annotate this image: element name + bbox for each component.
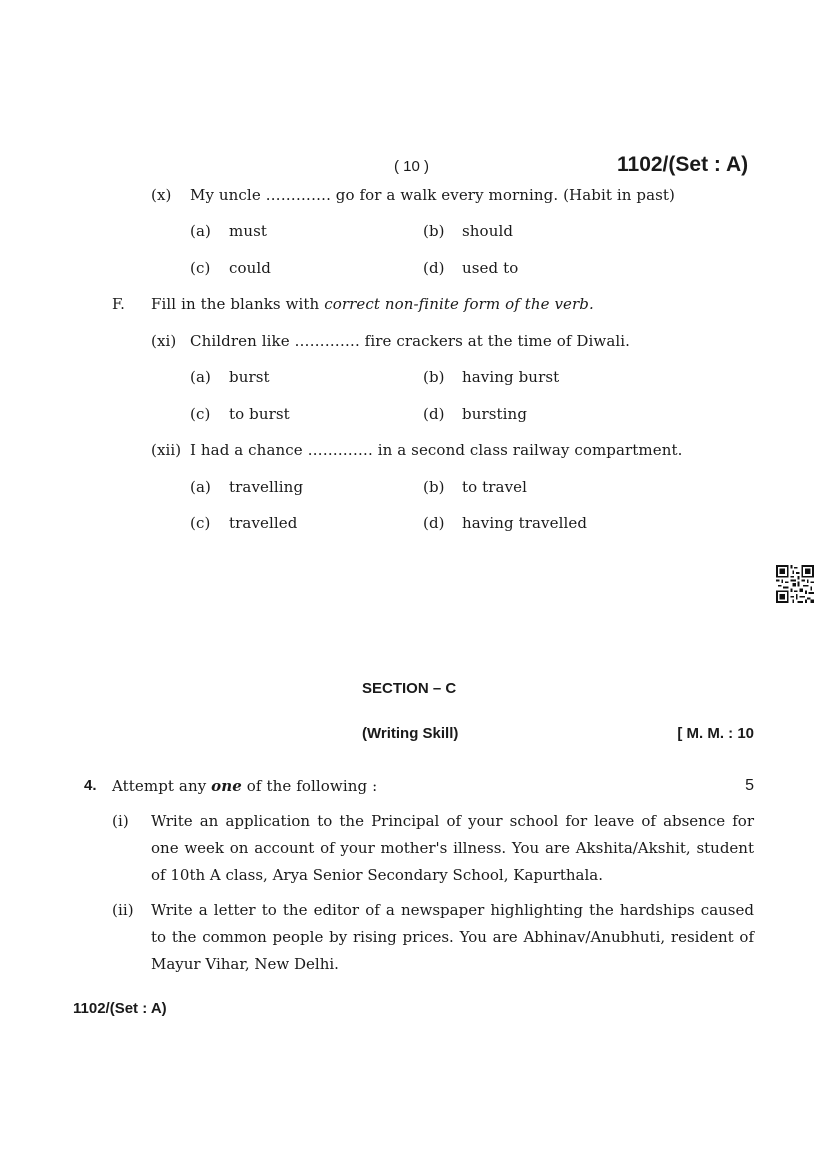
option-text: bursting xyxy=(462,405,528,423)
option-label: (c) xyxy=(190,514,211,532)
section-title: SECTION – C xyxy=(362,680,457,697)
question-number: (xii) xyxy=(151,441,182,459)
option-text: having travelled xyxy=(462,514,588,532)
option-label: (c) xyxy=(190,259,211,277)
option-text: travelled xyxy=(229,514,298,532)
question-number: (x) xyxy=(151,186,172,204)
option-label: (a) xyxy=(190,478,211,496)
option-label: (a) xyxy=(190,222,211,240)
item-label: (ii) xyxy=(112,901,134,919)
option-text: travelling xyxy=(229,478,304,496)
question-text: I had a chance …………. in a second class railway compartment. xyxy=(190,441,683,459)
qr-code-icon xyxy=(776,565,814,603)
option-label: (a) xyxy=(190,368,211,386)
option-label: (c) xyxy=(190,405,211,423)
option-label: (b) xyxy=(423,222,445,240)
max-marks: [ M. M. : 10 xyxy=(677,725,754,742)
option-label: (b) xyxy=(423,478,445,496)
option-text: must xyxy=(229,222,268,240)
option-text: to travel xyxy=(462,478,528,496)
question-text: Children like …………. fire crackers at the time of Diwali. xyxy=(190,332,631,350)
question-text: My uncle …………. go for a walk every morning. (Habit in past) xyxy=(190,186,676,204)
option-text: to burst xyxy=(229,405,290,423)
option-label: (d) xyxy=(423,514,445,532)
question-marks: 5 xyxy=(745,777,754,794)
question-text xyxy=(112,777,377,795)
option-text: burst xyxy=(229,368,270,386)
question-text-after: of the following : xyxy=(241,777,378,795)
question-text-emphasis: one xyxy=(211,777,242,795)
question-number: (xi) xyxy=(151,332,177,350)
instruction-plain: Fill in the blanks with xyxy=(151,295,325,313)
option-text: used to xyxy=(462,259,519,277)
instruction-italic: correct non-finite form of the verb. xyxy=(324,295,594,313)
option-text: should xyxy=(462,222,514,240)
item-label: (i) xyxy=(112,812,129,830)
option-label: (b) xyxy=(423,368,445,386)
option-label: (d) xyxy=(423,259,445,277)
section-subtitle: (Writing Skill) xyxy=(362,725,459,742)
section-instruction xyxy=(151,295,594,313)
item-text: Write a letter to the editor of a newspaper highlighting the hardships caused to the common people by rising prices. You are Abhinav/Anubhuti, resident of Mayur Vihar, New Delhi. xyxy=(151,901,754,973)
section-letter: F. xyxy=(112,295,126,313)
footer-code: 1102/(Set : A) xyxy=(73,1000,167,1017)
question-number: 4. xyxy=(84,777,97,794)
question-text-before: Attempt any xyxy=(112,777,212,795)
option-label: (d) xyxy=(423,405,445,423)
page-number: ( 10 ) xyxy=(394,158,430,175)
item-text: Write an application to the Principal of your school for leave of absence for one week on account of your mother's illness. You are Akshita/Akshit, student of 10th A class, Arya Senior Secondary School, Kapurthala. xyxy=(151,812,754,884)
option-text: could xyxy=(229,259,271,277)
paper-code: 1102/(Set : A) xyxy=(617,153,749,176)
option-text: having burst xyxy=(462,368,560,386)
